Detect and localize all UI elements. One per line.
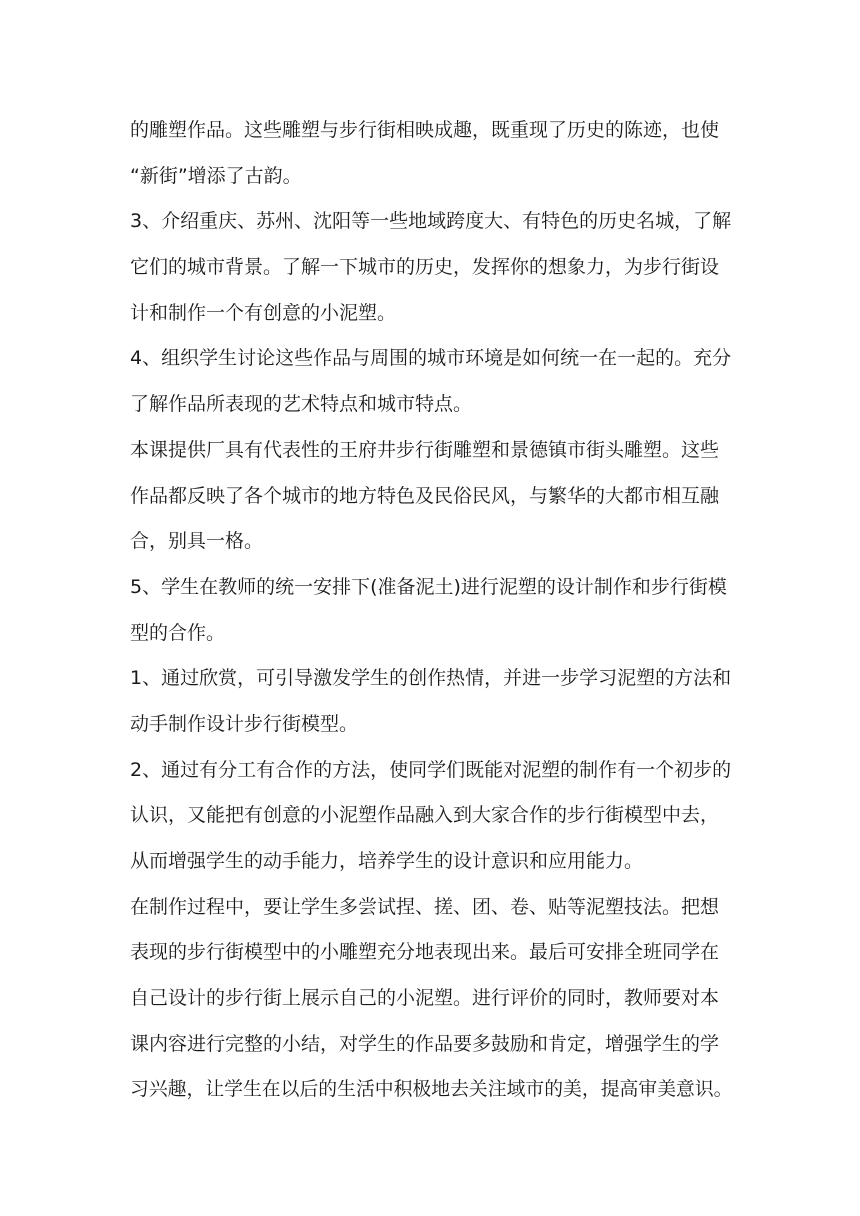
text-line: 1、通过欣赏，可引导激发学生的创作热情，并进一步学习泥塑的方法和 [130,667,732,690]
text-line: 了解作品所表现的艺术特点和城市特点。 [130,393,473,416]
text-line: 本课提供厂具有代表性的王府井步行街雕塑和景德镇市街头雕塑。这些 [130,438,720,461]
text-line: 计和制作一个有创意的小泥塑。 [130,301,397,324]
text-line: 作品都反映了各个城市的地方特色及民俗民风，与繁华的大都市相互融 [130,484,720,507]
text-line: 动手制作设计步行街模型。 [130,712,359,735]
text-line: 认识，又能把有创意的小泥塑作品融入到大家合作的步行街模型中去， [130,804,720,827]
text-line: 2、通过有分工有合作的方法，使同学们既能对泥塑的制作有一个初步的 [130,758,732,781]
text-line: 3、介绍重庆、苏州、沈阳等一些地域跨度大、有特色的历史名城，了解 [130,210,732,233]
text-line: “新街”增添了古韵。 [130,164,302,187]
document-body [130,108,733,1113]
text-line: 表现的步行街模型中的小雕塑充分地表现出来。最后可安排全班同学在 [130,941,720,964]
text-line: 合，别具一格。 [130,530,264,553]
text-line: 的雕塑作品。这些雕塑与步行街相映成趣，既重现了历史的陈迹，也使 [130,119,720,141]
text-line: 型的合作。 [130,621,226,644]
text-line: 课内容进行完整的小结，对学生的作品要多鼓励和肯定，增强学生的学 [130,1032,720,1055]
text-line: 在制作过程中，要让学生多尝试捏、搓、团、卷、贴等泥塑技法。把想 [130,895,720,918]
text-line: 从而增强学生的动手能力，培养学生的设计意识和应用能力。 [130,850,644,872]
text-line: 自己设计的步行街上展示自己的小泥塑。进行评价的同时，教师要对本 [130,987,720,1010]
text-line: 它们的城市背景。了解一下城市的历史，发挥你的想象力，为步行街设 [130,256,720,279]
text-line: 4、组织学生讨论这些作品与周围的城市环境是如何统一在一起的。充分 [130,347,732,370]
text-line: 5、学生在教师的统一安排下(准备泥土)进行泥塑的设计制作和步行街模 [130,575,727,598]
text-line: 习兴趣，让学生在以后的生活中积极地去关注域市的美，提高审美意识。 [130,1079,733,1101]
